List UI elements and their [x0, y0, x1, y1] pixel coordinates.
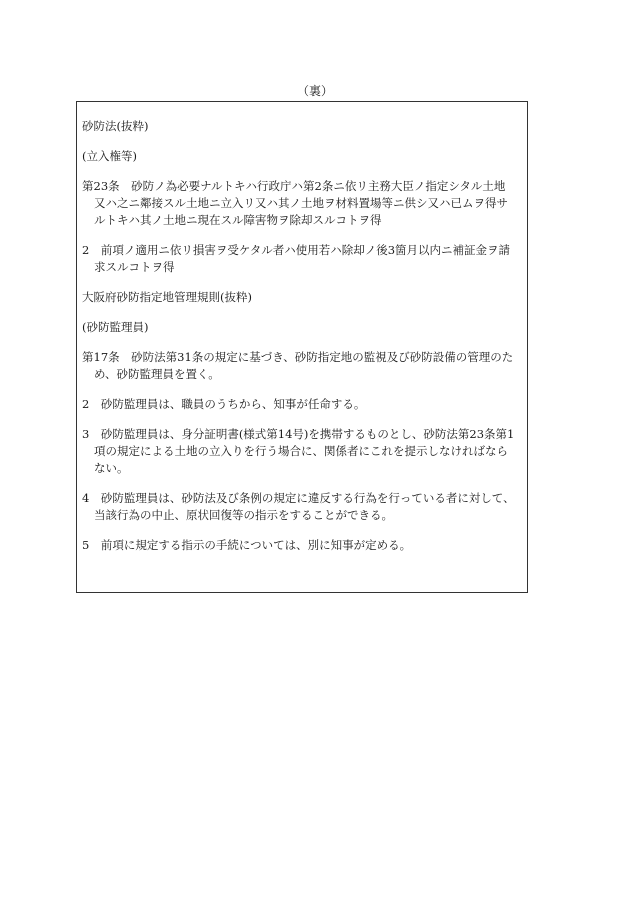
law-heading-block	[82, 148, 521, 165]
article-text-line: 当該行為の中止、原状回復等の指示をすることができる。	[94, 508, 393, 522]
law-title: 砂防法(抜粋)	[82, 119, 149, 133]
article-text-line: ない。	[94, 461, 129, 475]
article-text-line: 又ハ之ニ鄰接スル土地ニ立入リ又ハ其ノ土地ヲ材料置場等ニ供シ又ハ已ムヲ得サ	[94, 196, 508, 210]
rule-article-17	[82, 349, 521, 383]
excerpt-box	[76, 101, 528, 593]
rule-heading-block	[82, 319, 521, 336]
rule-article-17-paragraph-4	[82, 490, 521, 524]
page-side-label: （裏）	[296, 84, 333, 98]
rule-article-heading: (砂防監理員)	[82, 320, 149, 334]
article-text-line: 2 前項ノ適用ニ依リ損害ヲ受ケタル者ハ使用若ハ除却ノ後3箇月以内ニ補証金ヲ請	[82, 243, 511, 257]
rule-article-17-paragraph-2	[82, 396, 521, 413]
article-text-line: 5 前項に規定する指示の手続については、別に知事が定める。	[82, 538, 412, 552]
article-text-line: 求スルコトヲ得	[94, 260, 175, 274]
article-text-line: 項の規定による土地の立入りを行う場合に、関係者にこれを提示しなければなら	[94, 444, 508, 458]
article-text-line: 2 砂防監理員は、職員のうちから、知事が任命する。	[82, 397, 366, 411]
law-article-heading: (立入権等)	[82, 149, 137, 163]
article-text-line: め、砂防監理員を置く。	[94, 367, 220, 381]
article-text-line: 第17条 砂防法第31条の規定に基づき、砂防指定地の監視及び砂防設備の管理のた	[82, 350, 514, 364]
rule-article-17-paragraph-3	[82, 426, 521, 477]
law-article-23-paragraph-2	[82, 242, 521, 276]
article-text-line: 4 砂防監理員は、砂防法及び条例の規定に違反する行為を行っている者に対して、	[82, 491, 515, 505]
article-text-line: ルトキハ其ノ土地ニ現在スル障害物ヲ除却スルコトヲ得	[94, 213, 382, 227]
rule-article-17-paragraph-5	[82, 537, 521, 554]
rule-title-block	[82, 289, 521, 306]
law-title-block	[82, 118, 521, 135]
rule-title: 大阪府砂防指定地管理規則(抜粋)	[82, 290, 252, 304]
article-text-line: 3 砂防監理員は、身分証明書(様式第14号)を携帯するものとし、砂防法第23条第1	[82, 427, 515, 441]
law-article-23	[82, 178, 521, 229]
article-text-line: 第23条 砂防ノ為必要ナルトキハ行政庁ハ第2条ニ依リ主務大臣ノ指定シタル土地	[82, 179, 506, 193]
